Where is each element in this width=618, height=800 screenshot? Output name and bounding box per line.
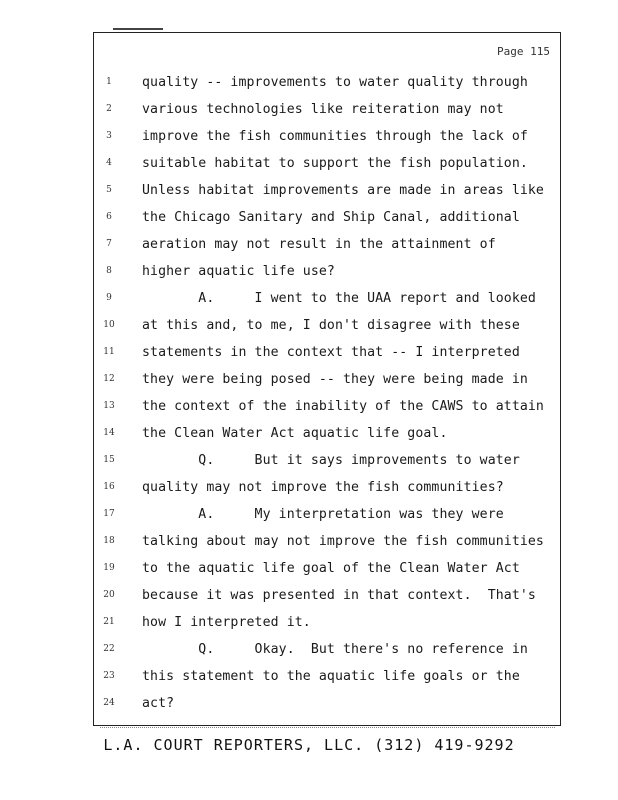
line-text: statements in the context that -- I interpreted <box>142 345 520 360</box>
court-reporter-footer: L.A. COURT REPORTERS, LLC. (312) 419-9292 <box>103 736 515 754</box>
transcript-line <box>94 204 560 231</box>
line-number: 14 <box>103 428 115 438</box>
line-text: because it was presented in that context. That's <box>142 588 536 603</box>
transcript-line <box>94 393 560 420</box>
line-text: suitable habitat to support the fish population. <box>142 156 528 171</box>
line-number: 5 <box>106 185 112 195</box>
line-number: 21 <box>103 617 115 627</box>
line-number: 6 <box>106 212 112 222</box>
transcript-line <box>94 96 560 123</box>
line-text: they were being posed -- they were being made in <box>142 372 528 387</box>
line-number: 24 <box>103 698 115 708</box>
line-number: 4 <box>106 158 112 168</box>
line-text: Unless habitat improvements are made in areas like <box>142 183 544 198</box>
line-text: the Chicago Sanitary and Ship Canal, additional <box>142 210 520 225</box>
line-number: 7 <box>106 239 112 249</box>
transcript-line <box>94 636 560 663</box>
line-number: 8 <box>106 266 112 276</box>
transcript-lines <box>94 69 560 717</box>
line-number: 9 <box>106 293 112 303</box>
transcript-line <box>94 690 560 717</box>
line-number: 17 <box>103 509 115 519</box>
line-number: 2 <box>106 104 112 114</box>
line-text: improve the fish communities through the lack of <box>142 129 528 144</box>
line-text: to the aquatic life goal of the Clean Water Act <box>142 561 520 576</box>
transcript-line <box>94 501 560 528</box>
line-text: act? <box>142 696 175 711</box>
line-number: 13 <box>103 401 115 411</box>
line-text: at this and, to me, I don't disagree with these <box>142 318 520 333</box>
transcript-line <box>94 663 560 690</box>
transcript-line <box>94 285 560 312</box>
transcript-line <box>94 258 560 285</box>
line-text: aeration may not result in the attainment of <box>142 237 496 252</box>
transcript-page <box>93 32 561 726</box>
bottom-divider <box>100 727 555 728</box>
line-text: various technologies like reiteration may not <box>142 102 504 117</box>
transcript-line <box>94 420 560 447</box>
line-number: 16 <box>103 482 115 492</box>
transcript-line <box>94 447 560 474</box>
transcript-line <box>94 150 560 177</box>
line-number: 12 <box>103 374 115 384</box>
line-number: 19 <box>103 563 115 573</box>
transcript-line <box>94 339 560 366</box>
transcript-line <box>94 231 560 258</box>
top-edge-mark <box>113 28 163 30</box>
transcript-line <box>94 366 560 393</box>
line-text: quality -- improvements to water quality through <box>142 75 528 90</box>
transcript-line <box>94 582 560 609</box>
transcript-line <box>94 177 560 204</box>
line-text: how I interpreted it. <box>142 615 311 630</box>
line-number: 20 <box>103 590 115 600</box>
line-number: 22 <box>103 644 115 654</box>
transcript-line <box>94 312 560 339</box>
transcript-line <box>94 555 560 582</box>
line-text: the context of the inability of the CAWS to attain <box>142 399 544 414</box>
line-text: the Clean Water Act aquatic life goal. <box>142 426 448 441</box>
transcript-line <box>94 474 560 501</box>
line-text: Q. Okay. But there's no reference in <box>142 642 528 657</box>
line-number: 11 <box>103 347 115 357</box>
line-number: 10 <box>103 320 115 330</box>
page-number: Page 115 <box>497 45 550 58</box>
line-text: higher aquatic life use? <box>142 264 335 279</box>
line-text: this statement to the aquatic life goals or the <box>142 669 520 684</box>
line-text: Q. But it says improvements to water <box>142 453 520 468</box>
line-number: 15 <box>103 455 115 465</box>
transcript-line <box>94 528 560 555</box>
line-text: quality may not improve the fish communities? <box>142 480 504 495</box>
line-text: A. My interpretation was they were <box>142 507 504 522</box>
line-number: 3 <box>106 131 112 141</box>
transcript-line <box>94 69 560 96</box>
line-number: 23 <box>103 671 115 681</box>
line-text: talking about may not improve the fish communities <box>142 534 544 549</box>
line-number: 18 <box>103 536 115 546</box>
transcript-line <box>94 609 560 636</box>
line-number: 1 <box>106 77 112 87</box>
transcript-line <box>94 123 560 150</box>
line-text: A. I went to the UAA report and looked <box>142 291 536 306</box>
